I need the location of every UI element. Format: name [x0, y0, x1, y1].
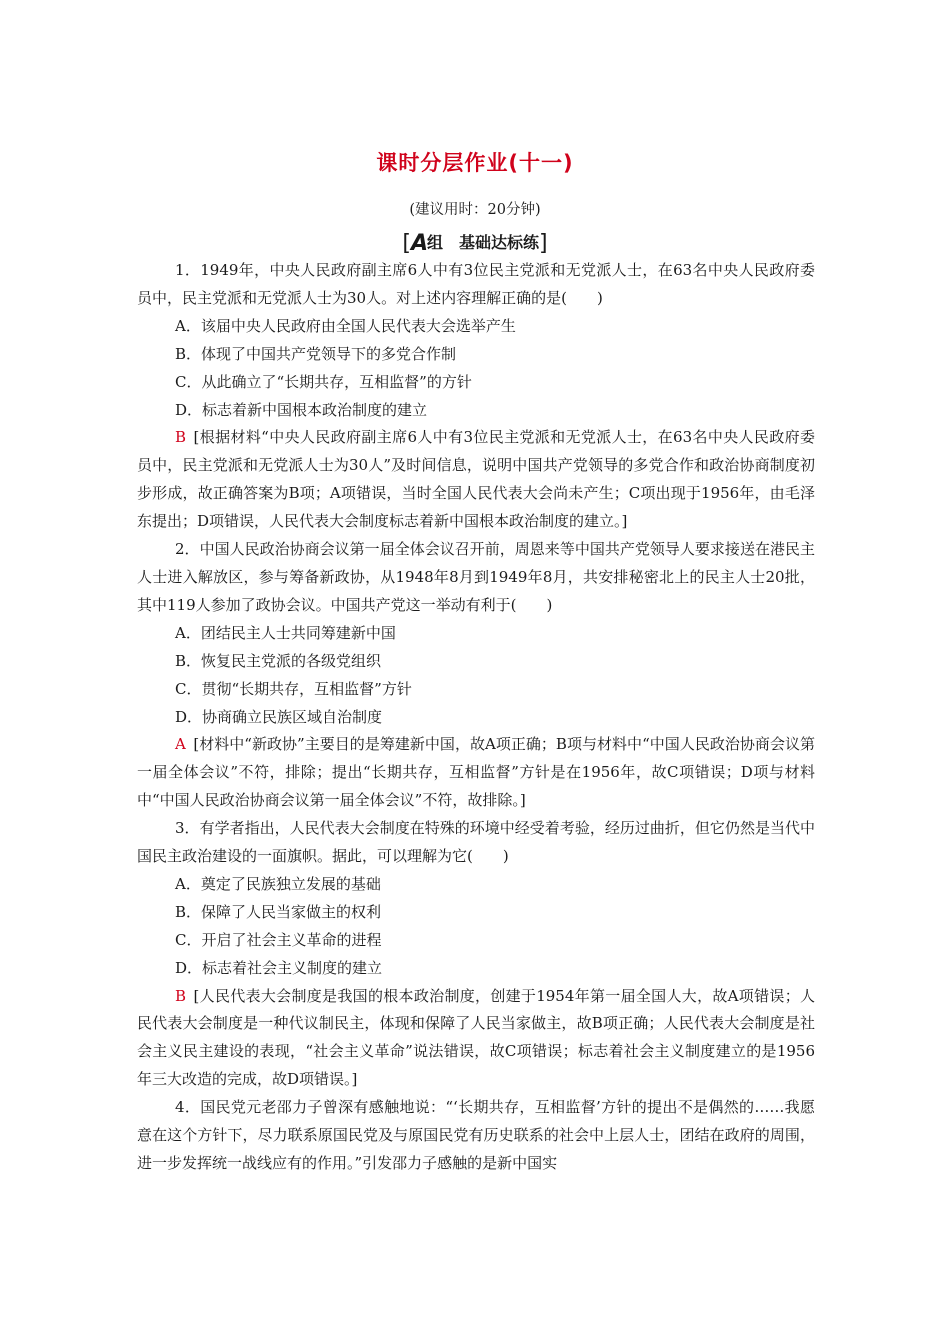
group-letter-logo: A [410, 231, 427, 256]
answer-explanation [137, 983, 815, 1095]
explanation-text: [根据材料“中央人民政府副主席6人中有3位民主党派和无党派人士，在63名中央人民政府委员中，民主党派和无党派人士为30人”及时间信息，说明中国共产党领导的多党合作和政治协商制度初步形成，故正确答案为B项；A项错误，当时全国人民代表大会尚未产生；C项出现于1956年，由毛泽东提出；D项错误，人民代表大会制度标志着新中国根本政治制度的建立。] [137, 428, 815, 531]
question-2 [137, 536, 815, 815]
question-1 [137, 257, 815, 536]
group-label-text: 组 基础达标练 [427, 233, 540, 252]
option-b: B．恢复民主党派的各级党组织 [175, 651, 382, 670]
option-a: A．团结民主人士共同筹建新中国 [175, 623, 396, 642]
question-stem: 2．中国人民政治协商会议第一届全体会议召开前，周恩来等中国共产党领导人要求接送在港民主人士进入解放区，参与筹备新政协，从1948年8月到1949年8月，共安排秘密北上的民主人士20批，其中119人参加了政协会议。中国共产党这一举动有利于( ) [137, 540, 815, 614]
question-stem: 4．国民党元老邵力子曾深有感触地说：“‘长期共存，互相监督’方针的提出不是偶然的……我愿意在这个方针下，尽力联系原国民党及与原国民党有历史联系的社会中上层人士，团结在政府的周围，进一步发挥统一战线应有的作用。”引发邵力子感触的是新中国实 [137, 1098, 815, 1172]
option-a: A．该届中央人民政府由全国人民代表大会选举产生 [175, 316, 516, 335]
group-bracket-close: ] [539, 231, 548, 256]
question-3 [137, 815, 815, 1094]
answer-letter: B [175, 428, 187, 447]
group-bracket-open: [ [402, 231, 411, 256]
option-b: B．保障了人民当家做主的权利 [175, 902, 382, 921]
answer-explanation [137, 731, 815, 815]
explanation-text: [材料中“新政协”主要目的是筹建新中国，故A项正确；B项与材料中“中国人民政治协商会议第一届全体会议”不符，排除；提出“长期共存，互相监督”方针是在1956年，故C项错误；D项与材料中“中国人民政治协商会议第一届全体会议”不符，故排除。] [137, 735, 815, 810]
option-d: D．标志着新中国根本政治制度的建立 [175, 400, 428, 419]
option-d: D．协商确立民族区域自治制度 [175, 707, 383, 726]
answer-letter: B [175, 986, 187, 1005]
question-stem: 1．1949年，中央人民政府副主席6人中有3位民主党派和无党派人士，在63名中央人民政府委员中，民主党派和无党派人士为30人。对上述内容理解正确的是( ) [137, 261, 815, 307]
option-c: C．贯彻“长期共存，互相监督”方针 [175, 679, 412, 698]
option-c: C．从此确立了“长期共存，互相监督”的方针 [175, 372, 472, 391]
questions-body [137, 257, 815, 1178]
question-4 [137, 1094, 815, 1178]
answer-explanation [137, 424, 815, 536]
answer-letter: A [175, 735, 186, 754]
option-a: A．奠定了民族独立发展的基础 [175, 874, 381, 893]
page-title: 课时分层作业(十一) [376, 151, 574, 175]
question-stem: 3．有学者指出，人民代表大会制度在特殊的环境中经受着考验，经历过曲折，但它仍然是当代中国民主政治建设的一面旗帜。据此，可以理解为它( ) [137, 819, 815, 866]
explanation-text: [人民代表大会制度是我国的根本政治制度，创建于1954年第一届全国人大，故A项错误；人民代表大会制度是一种代议制民主，体现和保障了人民当家做主，故B项正确；人民代表大会制度是社会主义民主建设的表现，“社会主义革命”说法错误，故C项错误；标志着社会主义制度建立的是1956年三大改造的完成，故D项错误。] [137, 986, 815, 1089]
suggested-time-note: (建议用时：20分钟) [409, 202, 541, 218]
option-b: B．体现了中国共产党领导下的多党合作制 [175, 344, 457, 363]
option-c: C．开启了社会主义革命的进程 [175, 930, 382, 949]
group-heading [0, 230, 950, 256]
option-d: D．标志着社会主义制度的建立 [175, 958, 383, 977]
